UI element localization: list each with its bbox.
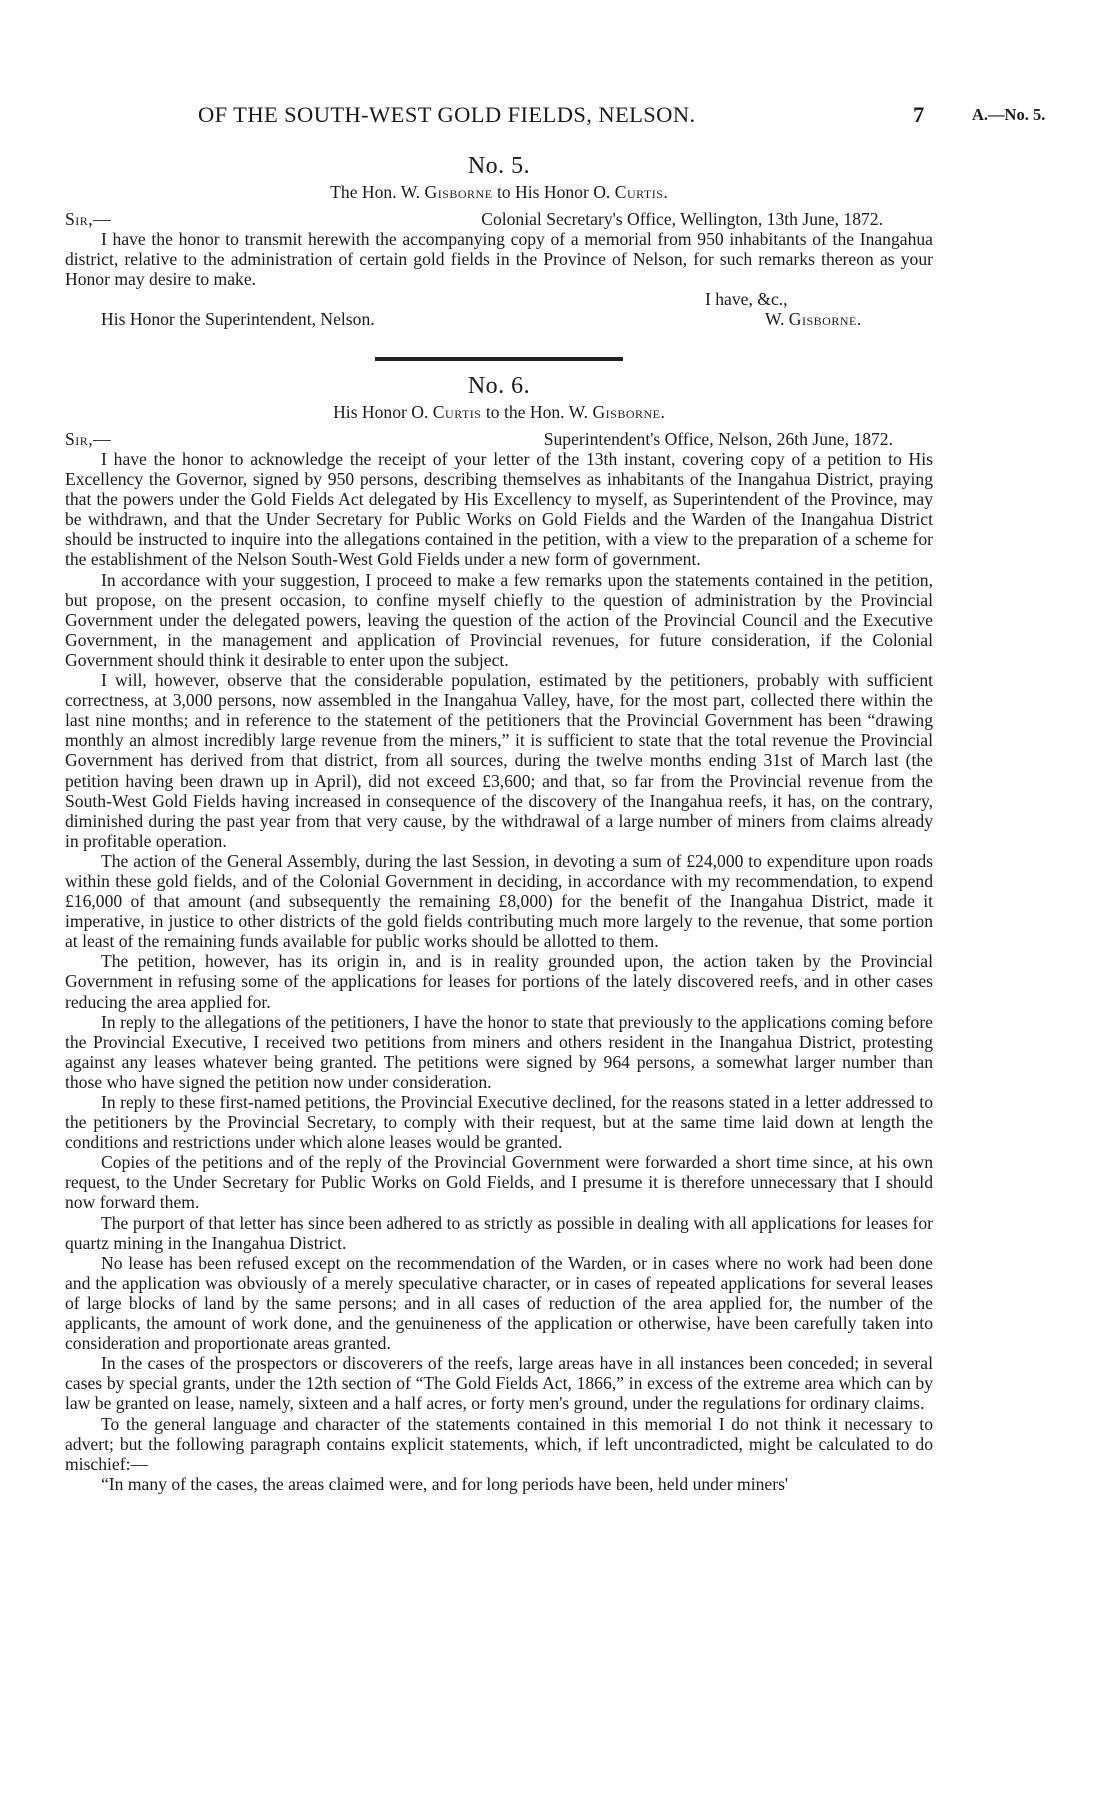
paragraph: To the general language and character of the statements contained in this memorial I do not think it necessary to advert; but the following paragraph contains explicit statements, which, if left uncontradicted, might be calculated to do mischief:—	[65, 1413, 933, 1474]
letter-number: No. 6.	[467, 373, 531, 399]
letter-number: No. 5.	[467, 153, 531, 179]
paragraph: No lease has been refused except on the recommendation of the Warden, or in cases where no work had been done and the application was obviously of a merely speculative character, or in cases of repeated applications for several leases of large blocks of land by the same persons; and in all cases of reduction of the area applied for, the number of the applicants, the amount of work done, and the genuineness of the application or otherwise, have been carefully taken into consideration and proportionate areas granted.	[65, 1252, 933, 1354]
closing-row	[65, 289, 933, 309]
signature: W. Gisborne.	[765, 309, 862, 330]
dateline: Superintendent's Office, Nelson, 26th June, 1872.	[543, 429, 893, 449]
quoted-paragraph: “In many of the cases, the areas claimed were, and for long periods have been, held under miners'	[101, 1473, 789, 1494]
paragraph: I have the honor to transmit herewith the accompanying copy of a memorial from 950 inhabitants of the Inangahua district, relative to the administration of certain gold fields in the Province of Nelson, for such remarks thereon as your Honor may desire to make.	[65, 229, 933, 290]
paragraph: I have the honor to acknowledge the receipt of your letter of the 13th instant, covering copy of a petition to His Excellency the Governor, signed by 950 persons, describing themselves as inhabitants of the Inangahua District, praying that the powers under the Gold Fields Act delegated by His Excellency to myself, as Superintendent of the Province, may be withdrawn, and that the Under Secretary for Public Works on Gold Fields and the Warden of the Inangahua District should be instructed to inquire into the allegations contained in the petition, with a view to the preparation of a scheme for the establishment of the Nelson South-West Gold Fields under a new form of government.	[65, 449, 933, 570]
closing: I have, &c.,	[705, 289, 788, 310]
paragraph: In reply to these first-named petitions, the Provincial Executive declined, for the reasons stated in a letter addressed to the petitioners by the Provincial Secretary, to comply with their request, but at the same time laid down at length the conditions and restrictions under which alone leases would be granted.	[65, 1092, 933, 1153]
letter-heading: The Hon. W. Gisborne to His Honor O. Curtis.	[330, 182, 668, 202]
dateline: Colonial Secretary's Office, Wellington, 13th June, 1872.	[481, 209, 883, 229]
addressee: His Honor the Superintendent, Nelson.	[101, 309, 375, 330]
letter-5	[65, 151, 933, 329]
salutation: Sir,—	[65, 209, 112, 229]
paragraph: The petition, however, has its origin in, and is in reality grounded upon, the action taken by the Provincial Government in refusing some of the applications for leases for portions of the lately discovered reefs, and in other cases reducing the area applied for.	[65, 951, 933, 1012]
running-title: OF THE SOUTH-WEST GOLD FIELDS, NELSON.	[198, 102, 696, 127]
paragraph: In accordance with your suggestion, I proceed to make a few remarks upon the statements contained in the petition, but propose, on the present occasion, to confine myself chiefly to the question of administration by the Provincial Government under the delegated powers, leaving the question of the action of the Provincial Council and the Executive Government, in the management and application of Provincial revenues, for future consideration, if the Colonial Government should think it desirable to enter upon the subject.	[65, 569, 933, 670]
paragraph: In the cases of the prospectors or discoverers of the reefs, large areas have in all instances been conceded; in several cases by special grants, under the 12th section of “The Gold Fields Act, 1866,” in excess of the extreme area which can by law be granted on lease, namely, sixteen and a half acres, or forty men's ground, under the regulations for ordinary claims.	[65, 1353, 933, 1414]
page-number: 7	[913, 102, 925, 127]
running-head	[0, 102, 1114, 130]
letter-heading: His Honor O. Curtis to the Hon. W. Gisborne.	[333, 402, 665, 422]
paragraph: Copies of the petitions and of the reply of the Provincial Government were forwarded a short time since, at his own request, to the Under Secretary for Public Works on Gold Fields, and I presume it is therefore unnecessary that I should now forward them.	[65, 1152, 933, 1213]
paragraph: In reply to the allegations of the petitioners, I have the honor to state that previously to the applications coming before the Provincial Executive, I received two petitions from miners and others resident in the Inangahua District, protesting against any leases whatever being granted. The petitions were signed by 964 persons, a somewhat larger number than those who have signed the petition now under consideration.	[65, 1011, 933, 1092]
paper-reference: A.—No. 5.	[972, 105, 1046, 124]
salutation: Sir,—	[65, 429, 112, 449]
paragraph: The action of the General Assembly, during the last Session, in devoting a sum of £24,000 to expenditure upon roads within these gold fields, and of the Colonial Government in deciding, in accordance with my recommendation, to expend £16,000 of that amount (and subsequently the remaining £8,000) for the benefit of the Inangahua District, made it imperative, in justice to other districts of the gold fields contributing much more largely to the revenue, that some portion at least of the remaining funds available for public works should be allotted to them.	[65, 850, 933, 952]
letter-6	[65, 371, 933, 1494]
paragraph: The purport of that letter has since been adhered to as strictly as possible in dealing with all applications for leases for quartz mining in the Inangahua District.	[65, 1212, 933, 1253]
salutation-row	[65, 209, 933, 229]
paragraph: I will, however, observe that the considerable population, estimated by the petitioners, probably with sufficient correctness, at 3,000 persons, now assembled in the Inangahua Valley, have, for the most part, collected there within the last nine months; and in reference to the statement of the petitioners that the Provincial Government has been “drawing monthly an almost incredibly large revenue from the miners,” it is sufficient to state that the total revenue the Provincial Government has derived from that district, from all sources, during the twelve months ending 31st of March last (the petition having been drawn up in April), did not exceed £3,600; and that, so far from the Provincial revenue from the South-West Gold Fields having increased in consequence of the discovery of the Inangahua reefs, it has, on the contrary, diminished during the past year from that very cause, by the withdrawal of a large number of miners from claims already in profitable operation.	[65, 670, 933, 851]
address-row	[65, 309, 933, 329]
salutation-row	[65, 429, 933, 449]
section-divider	[375, 357, 623, 361]
